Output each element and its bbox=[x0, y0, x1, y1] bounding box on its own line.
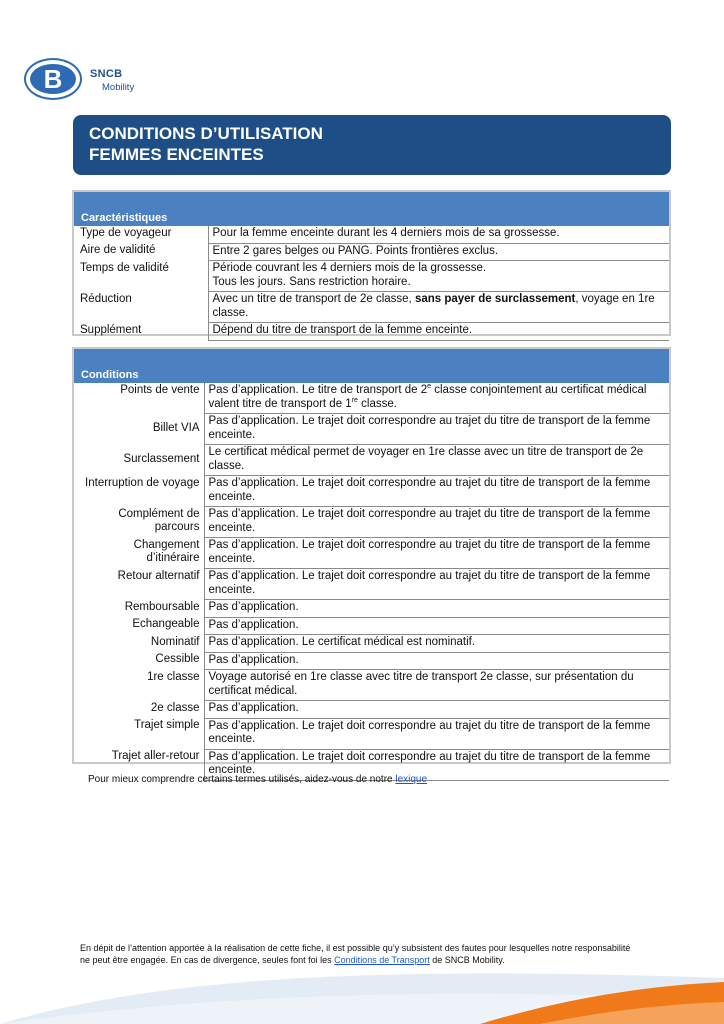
table-row bbox=[74, 243, 669, 261]
row-key: Complément de parcours bbox=[118, 507, 200, 533]
row-value: Pas d’application. bbox=[204, 701, 669, 719]
row-key: Aire de validité bbox=[80, 244, 156, 256]
table-row bbox=[74, 701, 669, 719]
table-row bbox=[74, 569, 669, 600]
logo-brand: SNCB bbox=[90, 68, 123, 80]
row-value: Dépend du titre de transport de la femme enceinte. bbox=[208, 323, 669, 341]
row-value: Pas d’application. Le trajet doit correspondre au trajet du titre de transport de la femme enceinte. bbox=[204, 476, 669, 507]
row-key: Réduction bbox=[80, 292, 132, 305]
title-line2: FEMMES ENCEINTES bbox=[89, 145, 264, 164]
row-value bbox=[208, 292, 669, 323]
logo-subtitle: Mobility bbox=[102, 82, 135, 93]
row-value: Le certificat médical permet de voyager en 1re classe avec un titre de transport de 2e classe. bbox=[204, 445, 669, 476]
table-row bbox=[74, 445, 669, 476]
caracteristiques-header bbox=[74, 192, 669, 226]
row-value: Pas d’application. bbox=[204, 652, 669, 670]
value-pre: Avec un titre de transport de 2e classe, bbox=[212, 293, 415, 305]
table-row bbox=[74, 414, 669, 445]
row-value: Pas d’application. Le trajet doit correspondre au trajet du titre de transport de la femme enceinte. bbox=[204, 507, 669, 538]
table-row bbox=[74, 670, 669, 701]
row-key: Retour alternatif bbox=[117, 569, 200, 582]
row-key: Billet VIA bbox=[152, 421, 200, 434]
row-value: Pour la femme enceinte durant les 4 derniers mois de sa grossesse. bbox=[208, 226, 669, 243]
table-row bbox=[74, 261, 669, 292]
table-row bbox=[74, 652, 669, 670]
conditions-de-transport-link[interactable]: Conditions de Transport bbox=[334, 955, 430, 965]
table-row bbox=[74, 538, 669, 569]
row-key: Surclassement bbox=[123, 452, 200, 465]
row-value-line2: Tous les jours. Sans restriction horaire. bbox=[212, 275, 411, 288]
table-row bbox=[74, 718, 669, 749]
table-row bbox=[74, 635, 669, 653]
row-key: Interruption de voyage bbox=[85, 476, 200, 489]
row-key: Nominatif bbox=[150, 635, 200, 648]
row-value: Pas d’application. Le certificat médical est nominatif. bbox=[204, 635, 669, 653]
row-value: Pas d’application. bbox=[204, 600, 669, 618]
row-key: Remboursable bbox=[124, 600, 200, 613]
table-row bbox=[74, 323, 669, 341]
conditions-section bbox=[72, 347, 671, 776]
row-value: Pas d’application. Le trajet doit correspondre au trajet du titre de transport de la femme enceinte. bbox=[204, 538, 669, 569]
table-row bbox=[74, 476, 669, 507]
row-key: 1re classe bbox=[147, 670, 200, 683]
sncb-b-badge-icon: B bbox=[26, 60, 80, 98]
row-key: Supplément bbox=[80, 323, 142, 336]
value-post: , voyage en 1re classe. bbox=[212, 293, 655, 319]
conditions-heading: Conditions bbox=[81, 369, 139, 381]
row-key: Type de voyageur bbox=[80, 227, 172, 239]
title-banner bbox=[73, 115, 671, 175]
row-key: Echangeable bbox=[132, 618, 200, 630]
table-row bbox=[74, 617, 669, 635]
sncb-logo bbox=[26, 60, 156, 104]
row-value bbox=[208, 261, 669, 292]
caracteristiques-heading: Caractéristiques bbox=[81, 212, 168, 224]
conditions-header bbox=[74, 349, 669, 383]
table-row bbox=[74, 383, 669, 414]
row-key: Trajet simple bbox=[134, 719, 200, 731]
row-value: Pas d’application. Le trajet doit correspondre au trajet du titre de transport de la femme enceinte. bbox=[204, 569, 669, 600]
decorative-swoosh bbox=[0, 960, 724, 1024]
row-value: Pas d’application. Le titre de transport de 2e classe conjointement au certificat médical valent titre de transport de 1re classe. bbox=[204, 383, 669, 414]
row-value: Entre 2 gares belges ou PANG. Points frontières exclus. bbox=[208, 243, 669, 261]
row-value: Voyage autorisé en 1re classe avec titre de transport 2e classe, sur présentation du certificat médical. bbox=[204, 670, 669, 701]
title-line1: CONDITIONS D’UTILISATION bbox=[89, 124, 323, 143]
row-key: Temps de validité bbox=[80, 261, 169, 274]
table-row bbox=[74, 292, 669, 323]
glossary-hint bbox=[88, 774, 427, 785]
caracteristiques-table bbox=[74, 226, 669, 341]
row-key: Changement d’itinéraire bbox=[133, 538, 200, 564]
value-bold: sans payer de surclassement bbox=[414, 293, 576, 305]
table-row bbox=[74, 226, 669, 243]
lexique-link[interactable]: lexique bbox=[395, 774, 428, 785]
row-value-line1: Période couvrant les 4 derniers mois de la grossesse. bbox=[212, 262, 487, 274]
row-key: 2e classe bbox=[150, 701, 200, 714]
hint-text: Pour mieux comprendre certains termes utilisés, aidez-vous de notre bbox=[88, 774, 396, 785]
row-value: Pas d’application. bbox=[204, 617, 669, 635]
footer-text-end: de SNCB Mobility. bbox=[429, 955, 505, 965]
conditions-table bbox=[74, 383, 669, 781]
row-value: Pas d’application. Le trajet doit correspondre au trajet du titre de transport de la femme enceinte. bbox=[204, 414, 669, 445]
row-value: Pas d’application. Le trajet doit correspondre au trajet du titre de transport de la femme enceinte. bbox=[204, 749, 669, 780]
row-key: Trajet aller-retour bbox=[111, 750, 200, 762]
row-value: Pas d’application. Le trajet doit correspondre au trajet du titre de transport de la femme enceinte. bbox=[204, 718, 669, 749]
table-row bbox=[74, 507, 669, 538]
row-key: Cessible bbox=[155, 653, 200, 665]
table-row bbox=[74, 600, 669, 618]
footer-text: En dépit de l’attention apportée à la réalisation de cette fiche, il est possible qu’y subsistent des fautes pour lesquelles notre responsabilité ne peut être engagée. En cas de divergence, seules font foi les bbox=[80, 943, 631, 965]
row-key: Points de vente bbox=[120, 384, 200, 396]
caracteristiques-section bbox=[72, 190, 671, 336]
